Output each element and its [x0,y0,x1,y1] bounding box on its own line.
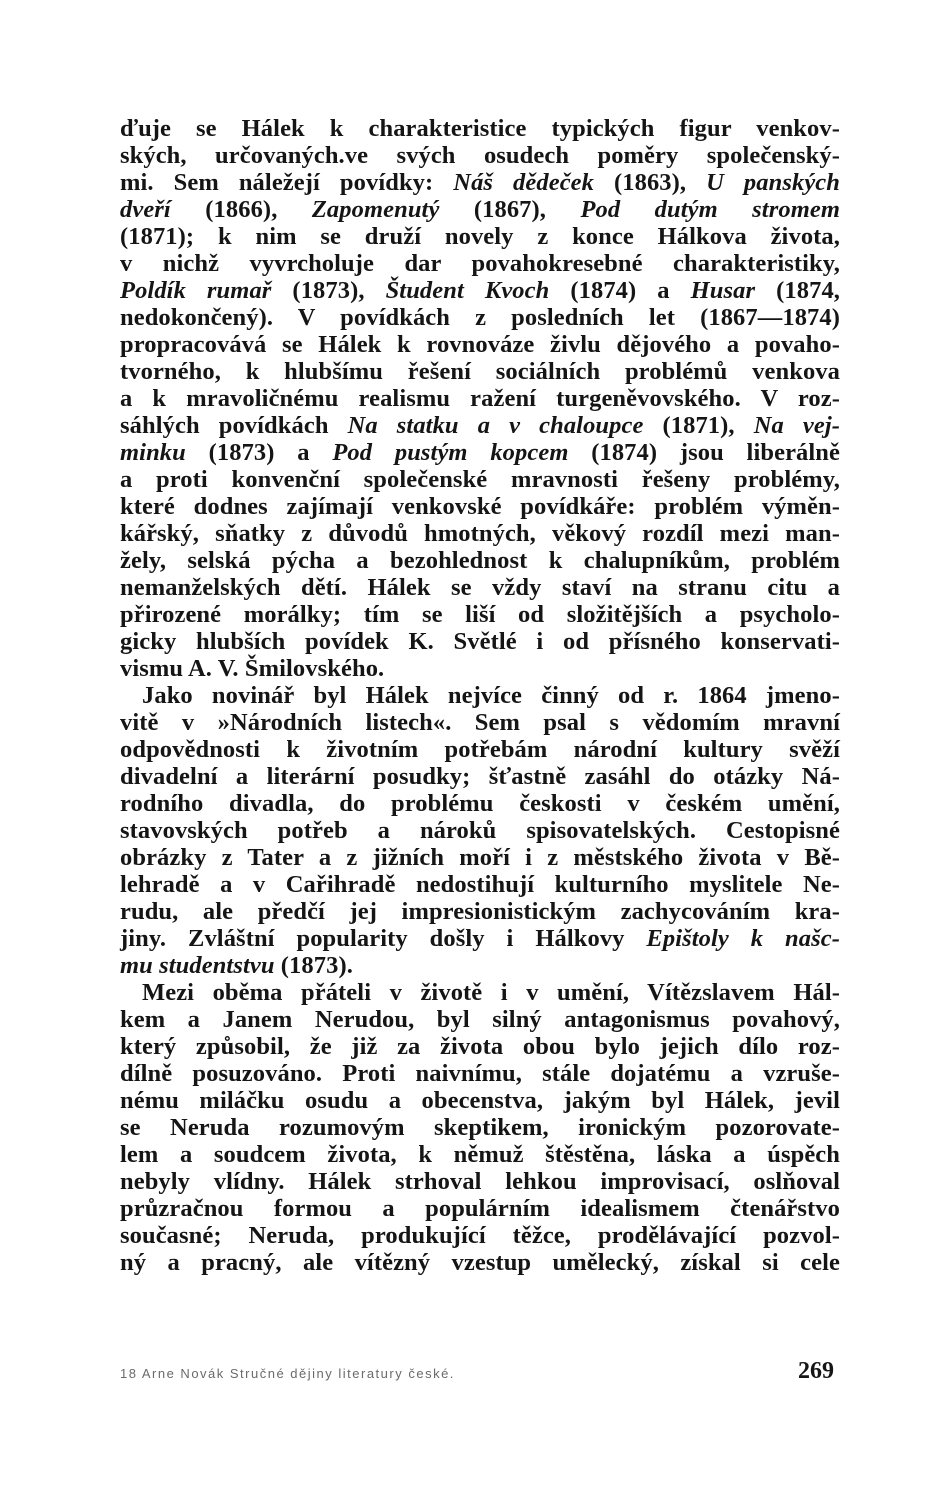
text-segment: jiny. Zvláštní popularity došly i Hálkovy [120,925,647,952]
text-segment: a proti konvenční společenské mravnosti řešeny problémy, [120,466,840,493]
text-line [120,1006,840,1033]
text-line [120,1195,840,1222]
text-segment: (1863), [594,169,707,196]
text-segment: rudu, ale předčí jej impresionistickým zachycováním kra- [120,898,840,925]
text-segment: (1873), [271,277,386,304]
text-line [120,763,840,790]
text-line [120,358,840,385]
text-line [120,466,840,493]
text-segment: stavovských potřeb a nároků spisovatelských. Cestopisné [120,817,840,844]
text-segment: (1871), [643,412,754,439]
text-segment: kem a Janem Nerudou, byl silný antagonismus povahový, [120,1006,840,1033]
text-segment: mi. Sem náležejí povídky: [120,169,454,196]
text-line [120,601,840,628]
text-line [120,871,840,898]
text-line [120,709,840,736]
text-segment: nému miláčku osudu a obecenstva, jakým byl Hálek, jevil [120,1087,840,1114]
text-line [120,655,840,682]
text-segment: sáhlých povídkách [120,412,348,439]
text-segment: dveří [120,196,171,223]
text-segment: ských, určovaných.ve svých osudech poměry společenský- [120,142,840,169]
text-line [120,304,840,331]
text-segment: současné; Neruda, produkující těžce, prodělávající pozvol- [120,1222,840,1249]
text-segment: (1866), [170,196,312,223]
text-segment: lehradě a v Cařihradě nedostihují kulturního myslitele Ne- [120,871,840,898]
text-segment: (1873). [274,952,353,979]
text-line [120,1060,840,1087]
text-segment: (1874) jsou liberálně [568,439,841,466]
body-text [120,115,840,1276]
text-line [120,979,840,1006]
text-line [120,1168,840,1195]
text-line [120,1249,840,1276]
text-segment: Na statku a v chaloupce [347,412,644,439]
page-footer [120,1358,840,1392]
text-segment: lem a soudcem života, k němuž štěstěna, láska a úspěch [120,1141,840,1168]
text-line [120,817,840,844]
text-segment: který způsobil, že již za života obou bylo jejich dílo roz- [120,1033,840,1060]
text-segment: Pod pustým kopcem [332,439,569,466]
text-line [120,520,840,547]
text-segment: tvorného, k hlubšímu řešení sociálních problémů venkova [120,358,840,385]
text-segment: průzračnou formou a populárním idealismem čtenářstvo [120,1195,840,1222]
text-segment: Pod dutým stromem [580,196,840,223]
footer-signature: 18 Arne Novák Stručné dějiny literatury české. [120,1366,455,1381]
text-segment: žely, selská pýcha a bezohlednost k chalupníkům, problém [120,547,840,574]
text-segment: propracovává se Hálek k rovnováze živlu dějového a povaho- [120,331,840,358]
text-line [120,115,840,142]
text-line [120,574,840,601]
text-segment: Husar [690,277,756,304]
text-line [120,547,840,574]
text-segment: nemanželských dětí. Hálek se vždy staví na stranu citu a [120,574,840,601]
text-line [120,952,840,979]
text-segment: Jako novinář byl Hálek nejvíce činný od r. 1864 jmeno- [142,682,840,709]
text-segment: (1867), [439,196,581,223]
text-segment: vitě v »Národních listech«. Sem psal s vědomím mravní [120,709,840,736]
text-segment: (1871); k nim se druží novely z konce Hálkova života, [120,223,840,250]
text-segment: Epištoly k našc- [646,925,840,952]
text-line [120,250,840,277]
text-segment: a k mravoličnému realismu ražení turgeněvovského. V roz- [120,385,840,412]
text-line [120,925,840,952]
text-line [120,628,840,655]
text-segment: rodního divadla, do problému českosti v českém umění, [120,790,840,817]
text-segment: dílně posuzováno. Proti naivnímu, stále dojatému a vzruše- [120,1060,840,1087]
text-line [120,169,840,196]
text-line [120,790,840,817]
text-segment: Študent Kvoch [385,277,550,304]
text-segment: odpovědnosti k životním potřebám národní kultury svěží [120,736,840,763]
text-segment: přirozené morálky; tím se liší od složitějších a psycholo- [120,601,840,628]
page-number: 269 [798,1358,834,1384]
text-segment: mu studentstvu [120,952,275,979]
text-line [120,142,840,169]
text-segment: Na vej- [753,412,841,439]
text-segment: kářský, sňatky z důvodů hmotných, věkový rozdíl mezi man- [120,520,840,547]
text-segment: Poldík rumař [120,277,272,304]
text-segment: (1874, [755,277,841,304]
text-segment: nebyly vlídny. Hálek strhoval lehkou improvisací, oslňoval [120,1168,840,1195]
text-segment: (1873) a [185,439,333,466]
text-line [120,1141,840,1168]
text-segment: (1874) a [549,277,691,304]
text-line [120,898,840,925]
text-line [120,844,840,871]
text-segment: ný a pracný, ale vítězný vzestup umělecký, získal si cele [120,1249,840,1276]
text-line [120,331,840,358]
text-line [120,439,840,466]
text-segment: vismu A. V. Šmilovského. [120,655,385,682]
text-segment: v nichž vyvrcholuje dar povahokresebné charakteristiky, [120,250,840,277]
text-segment: se Neruda rozumovým skeptikem, ironickým pozorovate- [120,1114,840,1141]
text-segment: divadelní a literární posudky; šťastně zasáhl do otázky Ná- [120,763,840,790]
text-line [120,493,840,520]
text-line [120,1222,840,1249]
text-line [120,682,840,709]
text-segment: gicky hlubších povídek K. Světlé i od přísného konservati- [120,628,840,655]
text-segment: U panských [706,169,840,196]
text-line [120,1087,840,1114]
text-line [120,412,840,439]
text-segment: Zapomenutý [311,196,440,223]
text-line [120,223,840,250]
text-line [120,1033,840,1060]
text-line [120,736,840,763]
text-line [120,1114,840,1141]
text-segment: nedokončený). V povídkách z posledních let (1867—1874) [120,304,840,331]
text-segment: které dodnes zajímají venkovské povídkáře: problém výměn- [120,493,840,520]
text-line [120,277,840,304]
text-segment: Mezi oběma přáteli v životě i v umění, Vítězslavem Hál- [142,979,840,1006]
text-segment: ďuje se Hálek k charakteristice typických figur venkov- [120,115,840,142]
text-line [120,196,840,223]
text-segment: Náš dědeček [453,169,594,196]
text-line [120,385,840,412]
text-segment: minku [120,439,186,466]
text-segment: obrázky z Tater a z jižních moří i z městského života v Bě- [120,844,840,871]
